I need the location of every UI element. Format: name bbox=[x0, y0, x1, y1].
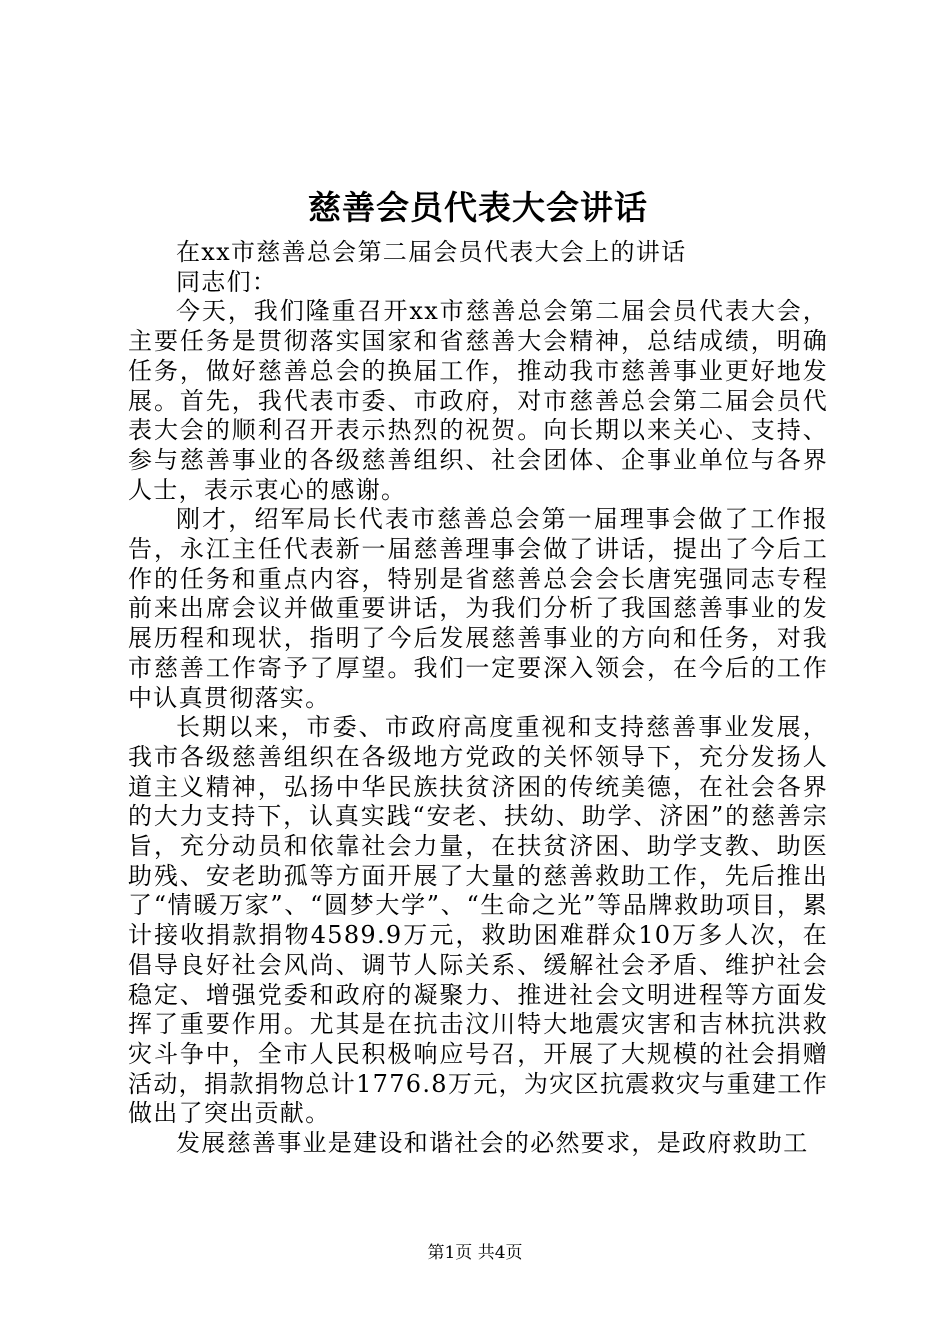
document-subtitle: 在xx市慈善总会第二届会员代表大会上的讲话 bbox=[176, 238, 687, 266]
page-number: 第1页 共4页 bbox=[427, 1243, 523, 1263]
salutation: 同志们： bbox=[176, 267, 278, 296]
paragraph: 今天，我们隆重召开xx市慈善总会第二届会员代表大会，主要任务是贯彻落实国家和省慈善大会精神，总结成绩，明确任务，做好慈善总会的换届工作，推动我市慈善事业更好地发展。首先，我代表市委、市政府，对市慈善总会第二届会员代表大会的顺利召开表示热烈的祝贺。向长期以来关心、支持、参与慈善事业的各级慈善组织、社会团体、企事业单位与各界人士，表示衷心的感谢。 bbox=[128, 297, 828, 504]
document-title: 慈善会员代表大会讲话 bbox=[308, 188, 648, 227]
paragraph: 发展慈善事业是建设和谐社会的必然要求，是政府救助工 bbox=[176, 1129, 809, 1158]
paragraph: 刚才，绍军局长代表市慈善总会第一届理事会做了工作报告，永江主任代表新一届慈善理事会做了讲话，提出了今后工作的任务和重点内容，特别是省慈善总会会长唐宪强同志专程前来出席会议并做重要讲话，为我们分析了我国慈善事业的发展历程和现状，指明了今后发展慈善事业的方向和任务，对我市慈善工作寄予了厚望。我们一定要深入领会，在今后的工作中认真贯彻落实。 bbox=[128, 505, 828, 712]
paragraph: 长期以来，市委、市政府高度重视和支持慈善事业发展，我市各级慈善组织在各级地方党政的关怀领导下，充分发扬人道主义精神，弘扬中华民族扶贫济困的传统美德，在社会各界的大力支持下，认真实践“安老、扶幼、助学、济困”的慈善宗旨，充分动员和依靠社会力量，在扶贫济困、助学支教、助医助残、安老助孤等方面开展了大量的慈善救助工作，先后推出了“情暖万家”、“圆梦大学”、“生命之光”等品牌救助项目，累计接收捐款捐物4589.9万元，救助困难群众10万多人次，在倡导良好社会风尚、调节人际关系、缓解社会矛盾、维护社会稳定、增强党委和政府的凝聚力、推进社会文明进程等方面发挥了重要作用。尤其是在抗击汶川特大地震灾害和吉林抗洪救灾斗争中，全市人民积极响应号召，开展了大规模的社会捐赠活动，捐款捐物总计1776.8万元，为灾区抗震救灾与重建工作做出了突出贡献。 bbox=[128, 713, 828, 1128]
document-body bbox=[128, 178, 828, 1159]
